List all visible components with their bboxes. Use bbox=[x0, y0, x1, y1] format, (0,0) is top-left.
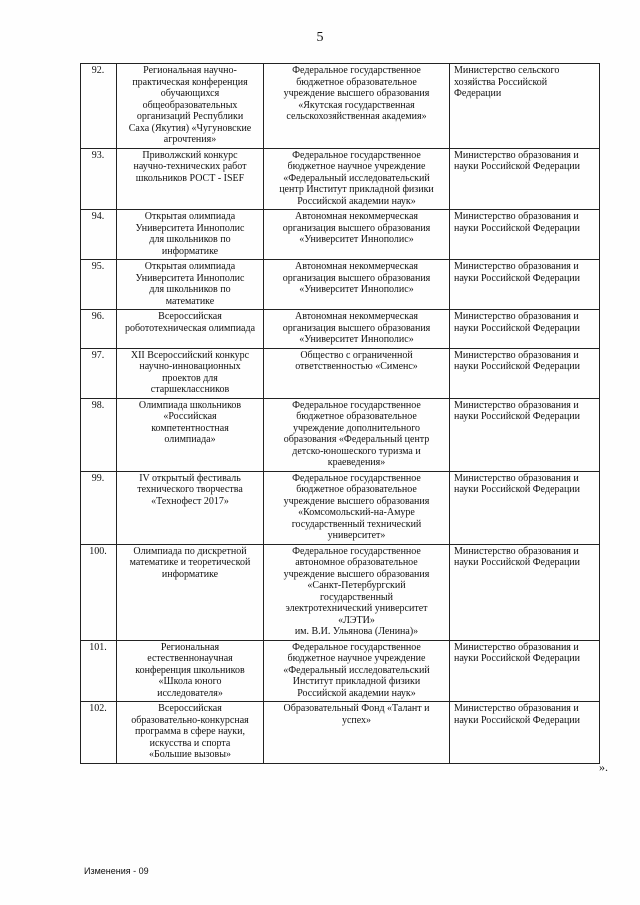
event-name: XII Всероссийский конкурс научно-инновационных проектов для старшеклассников bbox=[117, 348, 264, 398]
ministry-name: Министерство сельского хозяйства Российской Федерации bbox=[450, 64, 600, 149]
table-row bbox=[81, 64, 600, 149]
organizer-name: Образовательный Фонд «Талант и успех» bbox=[264, 702, 450, 764]
table-row bbox=[81, 310, 600, 349]
row-number: 101. bbox=[81, 640, 117, 702]
closing-quote: ». bbox=[599, 760, 608, 774]
row-number: 98. bbox=[81, 398, 117, 471]
event-name: Олимпиада по дискретной математике и теоретической информатике bbox=[117, 544, 264, 640]
table-row bbox=[81, 210, 600, 260]
row-number: 92. bbox=[81, 64, 117, 149]
row-number: 97. bbox=[81, 348, 117, 398]
table-row bbox=[81, 544, 600, 640]
row-number: 99. bbox=[81, 471, 117, 544]
table-row bbox=[81, 640, 600, 702]
event-name: Открытая олимпиада Университета Иннополис для школьников по математике bbox=[117, 260, 264, 310]
event-name: Региональная научно- практическая конференция обучающихся общеобразовательных организаций Республики Саха (Якутия) «Чугуновские агрочтения» bbox=[117, 64, 264, 149]
ministry-name: Министерство образования и науки Российской Федерации bbox=[450, 471, 600, 544]
row-number: 94. bbox=[81, 210, 117, 260]
organizer-name: Федеральное государственное бюджетное образовательное учреждение дополнительного образования «Федеральный центр детско-юношеского туризма и краеведения» bbox=[264, 398, 450, 471]
organizer-name: Автономная некоммерческая организация высшего образования «Университет Иннополис» bbox=[264, 260, 450, 310]
organizer-name: Автономная некоммерческая организация высшего образования «Университет Иннополис» bbox=[264, 310, 450, 349]
table-row bbox=[81, 702, 600, 764]
event-name: Региональная естественнонаучная конференция школьников «Школа юного исследователя» bbox=[117, 640, 264, 702]
event-name: Олимпиада школьников «Российская компетентностная олимпиада» bbox=[117, 398, 264, 471]
row-number: 93. bbox=[81, 148, 117, 210]
ministry-name: Министерство образования и науки Российской Федерации bbox=[450, 398, 600, 471]
table-row bbox=[81, 471, 600, 544]
footer-note: Изменения - 09 bbox=[84, 866, 149, 876]
ministry-name: Министерство образования и науки Российской Федерации bbox=[450, 702, 600, 764]
row-number: 96. bbox=[81, 310, 117, 349]
event-name: IV открытый фестиваль технического творчества «Технофест 2017» bbox=[117, 471, 264, 544]
page-number: 5 bbox=[316, 30, 324, 45]
event-name: Открытая олимпиада Университета Иннополис для школьников по информатике bbox=[117, 210, 264, 260]
row-number: 100. bbox=[81, 544, 117, 640]
table-row bbox=[81, 348, 600, 398]
event-name: Всероссийская образовательно-конкурсная программа в сфере науки, искусства и спорта «Большие вызовы» bbox=[117, 702, 264, 764]
event-name: Приволжский конкурс научно-технических работ школьников РОСТ - ISEF bbox=[117, 148, 264, 210]
ministry-name: Министерство образования и науки Российской Федерации bbox=[450, 640, 600, 702]
organizer-name: Федеральное государственное бюджетное научное учреждение «Федеральный исследовательский Институт прикладной физики Российской академии наук» bbox=[264, 640, 450, 702]
organizer-name: Федеральное государственное бюджетное образовательное учреждение высшего образования «Комсомольский-на-Амуре государственный технический университет» bbox=[264, 471, 450, 544]
ministry-name: Министерство образования и науки Российской Федерации bbox=[450, 260, 600, 310]
event-name: Всероссийская робототехническая олимпиада bbox=[117, 310, 264, 349]
row-number: 102. bbox=[81, 702, 117, 764]
ministry-name: Министерство образования и науки Российской Федерации bbox=[450, 210, 600, 260]
organizer-name: Общество с ограниченной ответственностью «Сименс» bbox=[264, 348, 450, 398]
organizer-name: Федеральное государственное бюджетное образовательное учреждение высшего образования «Якутская государственная сельскохозяйственная академия» bbox=[264, 64, 450, 149]
table-row bbox=[81, 148, 600, 210]
organizer-name: Федеральное государственное автономное образовательное учреждение высшего образования «Санкт-Петербургский государственный электротехнический университет «ЛЭТИ» им. В.И. Ульянова (Ленина)» bbox=[264, 544, 450, 640]
ministry-name: Министерство образования и науки Российской Федерации bbox=[450, 310, 600, 349]
ministry-name: Министерство образования и науки Российской Федерации bbox=[450, 348, 600, 398]
olympiad-table bbox=[80, 63, 600, 764]
organizer-name: Автономная некоммерческая организация высшего образования «Университет Иннополис» bbox=[264, 210, 450, 260]
organizer-name: Федеральное государственное бюджетное научное учреждение «Федеральный исследовательский центр Институт прикладной физики Российской академии наук» bbox=[264, 148, 450, 210]
row-number: 95. bbox=[81, 260, 117, 310]
table-row bbox=[81, 260, 600, 310]
ministry-name: Министерство образования и науки Российской Федерации bbox=[450, 544, 600, 640]
table-row bbox=[81, 398, 600, 471]
ministry-name: Министерство образования и науки Российской Федерации bbox=[450, 148, 600, 210]
